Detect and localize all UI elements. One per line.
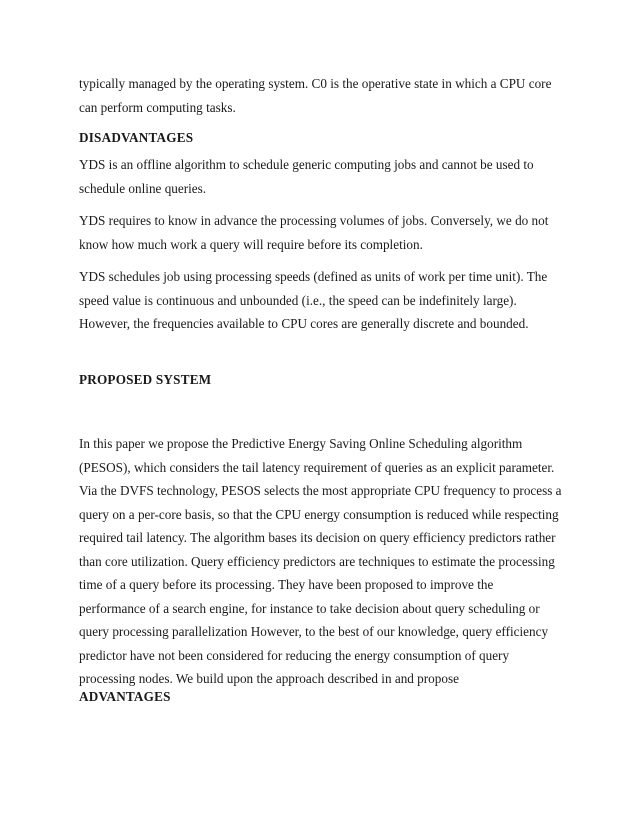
intro-continuation-paragraph: typically managed by the operating system. C0 is the operative state in which a CPU core can perform computing tasks. [79,76,552,115]
advantages-heading: ADVANTAGES [79,689,171,704]
disadvantage-paragraph-3: YDS schedules job using processing speeds (defined as units of work per time unit). The speed value is continuous and unbounded (i.e., the speed can be indefinitely large). However, the frequencies available to CPU cores are generally discrete and bounded. [79,269,548,331]
disadvantage-paragraph-1: YDS is an offline algorithm to schedule generic computing jobs and cannot be used to schedule online queries. [79,157,534,196]
proposed-system-heading: PROPOSED SYSTEM [79,372,212,387]
disadvantages-heading: DISADVANTAGES [79,130,194,145]
disadvantage-paragraph-2: YDS requires to know in advance the processing volumes of jobs. Conversely, we do not know how much work a query will require before its completion. [79,213,549,252]
proposed-system-paragraph: In this paper we propose the Predictive Energy Saving Online Scheduling algorithm (PESOS), which considers the tail latency requirement of queries as an explicit parameter. Via the DVFS technology, PESOS selects the most appropriate CPU frequency to process a query on a per-core basis, so that the CPU energy consumption is reduced while respecting required tail latency. The algorithm bases its decision on query efficiency predictors rather than core utilization. Query efficiency predictors are techniques to estimate the processing time of a query before its processing. They have been proposed to improve the performance of a search engine, for instance to take decision about query scheduling or query processing parallelization However, to the best of our knowledge, query efficiency predictor have not been considered for reducing the energy consumption of query processing nodes. We build upon the approach described in and propose [79,436,562,686]
